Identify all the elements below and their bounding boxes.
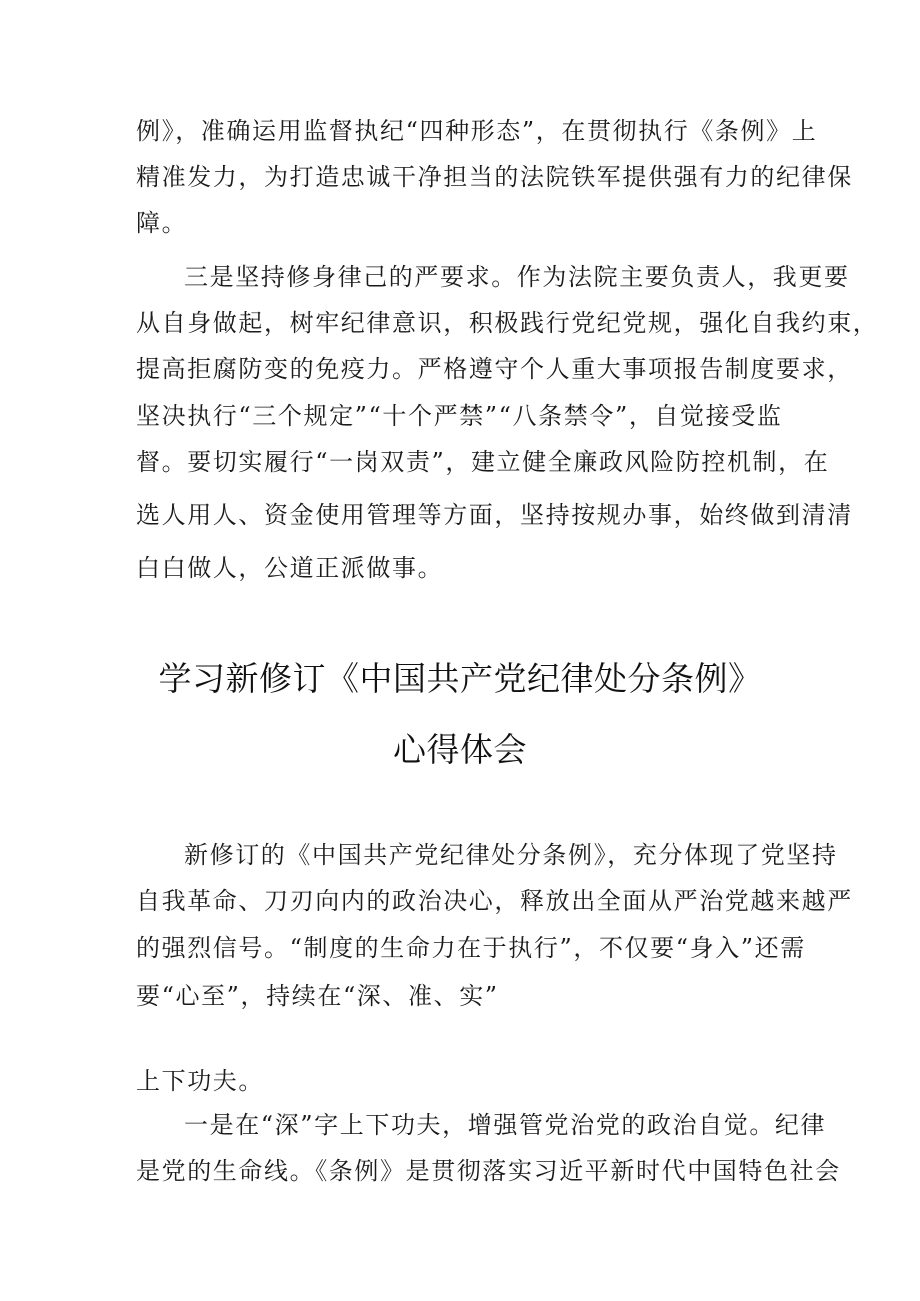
text-line: 精准发力，为打造忠诚干净担当的法院铁军提供强有力的纪律保 [136,163,853,191]
text-line: 三是坚持修身律己的严要求。作为法院主要负责人，我更要 [184,263,850,291]
text-line: 上下功夫。 [136,1067,264,1095]
text-line: 自我革命、刀刃向内的政治决心，释放出全面从严治党越来越严 [136,887,853,915]
text-line: 障。 [136,209,188,237]
text-line: 新修订的《中国共产党纪律处分条例》，充分体现了党坚持 [184,841,838,869]
text-line: 从自身做起，树牢纪律意识，积极践行党纪党规，强化自我约束， [136,309,879,337]
text-line: 是党的生命线。《条例》是贯彻落实习近平新时代中国特色社会 [136,1157,841,1185]
text-line: 的强烈信号。“制度的生命力在于执行”，不仅要“身入”还需 [136,934,806,962]
heading-line-2: 心得体会 [393,730,527,769]
text-line: 例》，准确运用监督执纪“四种形态”，在贯彻执行《条例》上 [136,117,818,145]
heading-line-1: 学习新修订《中国共产党纪律处分条例》 [158,659,762,698]
text-line: 选人用人、资金使用管理等方面，坚持按规办事，始终做到清清 [136,501,853,529]
text-line: 白白做人，公道正派做事。 [136,554,444,582]
text-line: 坚决执行“三个规定”“十个严禁”“八条禁令”，自觉接受监 [136,402,783,430]
text-line: 要“心至”，持续在“深、准、实” [136,982,499,1010]
text-line: 提高拒腐防变的免疫力。严格遵守个人重大事项报告制度要求， [136,355,853,383]
text-line: 一是在“深”字上下功夫，增强管党治党的政治自觉。纪律 [184,1111,827,1139]
text-line: 督。要切实履行“一岗双责”，建立健全廉政风险防控机制，在 [136,448,830,476]
